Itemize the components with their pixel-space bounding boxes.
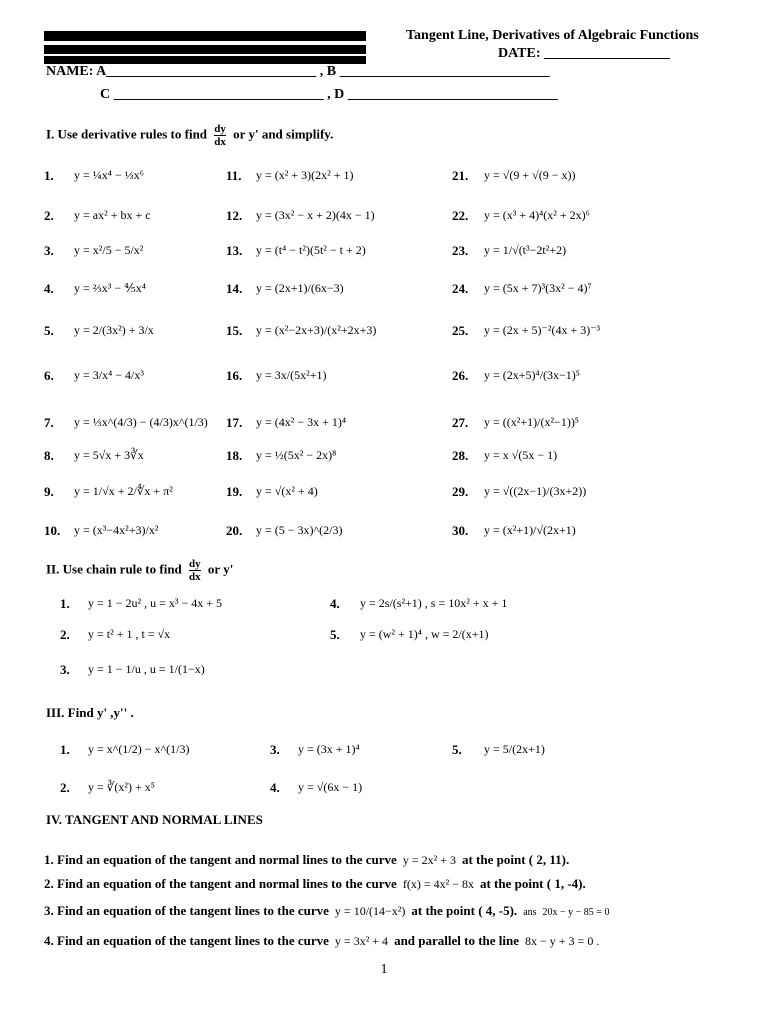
problem-number: 10. — [44, 523, 61, 538]
problem-equation: y = 1/√x + 2/∜x + π² — [74, 484, 173, 498]
problem-number: 8. — [44, 448, 54, 463]
second-derivative-equation: y = ∛(x²) + x⁵ — [88, 780, 155, 794]
chain-problem-number: 1. — [60, 596, 70, 611]
dx-denominator: dx — [214, 136, 226, 148]
problem-number: 1. — [44, 168, 54, 183]
problem-number: 28. — [452, 448, 469, 463]
problem-equation: y = (x²−2x+3)/(x²+2x+3) — [256, 323, 377, 337]
tangent-problem-text: 2. Find an equation of the tangent and normal lines to the curve — [44, 876, 397, 891]
section-1-heading: I. Use derivative rules to find $\frac{dy}{dx}$ or y' and simplify. — [46, 123, 334, 148]
problem-number: 25. — [452, 323, 469, 338]
problem-equation: y = (x²+1)/√(2x+1) — [484, 523, 576, 537]
problem-number: 30. — [452, 523, 469, 538]
name-line-a-b[interactable]: NAME: A______________________________ , B ______________________________ — [46, 64, 550, 79]
problem-number: 12. — [226, 208, 243, 223]
problem-equation: y = 1/√(t³−2t²+2) — [484, 243, 567, 257]
problem-number: 22. — [452, 208, 469, 223]
problem-equation: y = ⅔x³ − ⅘x⁴ — [74, 281, 146, 295]
page-number: 1 — [380, 962, 388, 977]
problem-number: 21. — [452, 168, 469, 183]
section-3-heading: III. Find y' ,y'' . — [46, 705, 134, 720]
chain-problem-number: 2. — [60, 627, 70, 642]
second-derivative-number: 5. — [452, 742, 462, 757]
problem-equation: y = (x³ + 4)⁴(x² + 2x)⁶ — [484, 208, 590, 222]
problem-equation: y = (2x+5)⁴/(3x−1)⁵ — [484, 368, 580, 382]
chain-problem-equation: y = 1 − 2u² , u = x³ − 4x + 5 — [88, 596, 223, 610]
second-derivative-equation: y = 5/(2x+1) — [484, 742, 545, 756]
problem-equation: y = x √(5x − 1) — [484, 448, 558, 462]
problem-number: 13. — [226, 243, 243, 258]
chain-problem-equation: y = (w² + 1)⁴ , w = 2/(x+1) — [360, 627, 489, 641]
section-4-heading: IV. TANGENT AND NORMAL LINES — [46, 812, 263, 827]
problem-number: 5. — [44, 323, 54, 338]
date-field[interactable]: DATE: __________________ — [498, 46, 671, 61]
chain-problem-number: 3. — [60, 662, 70, 677]
tangent-problem-point: at the point ( 2, 11). — [461, 852, 570, 867]
tangent-problem-curve: y = 2x² + 3 — [402, 853, 456, 867]
name-line-c-d[interactable]: C ______________________________ , D ______________________________ — [100, 87, 558, 102]
second-derivative-number: 2. — [60, 780, 70, 795]
problem-equation: y = √((2x−1)/(3x+2)) — [484, 484, 587, 498]
second-derivative-equation: y = x^(1/2) − x^(1/3) — [88, 742, 190, 756]
problem-number: 6. — [44, 368, 54, 383]
chain-problem-number: 4. — [330, 596, 340, 611]
problem-number: 3. — [44, 243, 54, 258]
problem-number: 18. — [226, 448, 243, 463]
problem-equation: y = x²/5 − 5/x² — [74, 243, 144, 257]
problem-equation: y = 3x/(5x²+1) — [256, 368, 327, 382]
problem-equation: y = (2x+1)/(6x−3) — [256, 281, 344, 295]
problem-number: 27. — [452, 415, 469, 430]
second-derivative-equation: y = √(6x − 1) — [298, 780, 363, 794]
tangent-problem-point: and parallel to the line — [394, 933, 520, 948]
tangent-problem-curve: y = 10/(14−x²) — [334, 904, 406, 918]
problem-number: 17. — [226, 415, 243, 430]
problem-number: 9. — [44, 484, 54, 499]
problem-equation: y = 2/(3x²) + 3/x — [74, 323, 154, 337]
problem-equation: y = √(9 + √(9 − x)) — [484, 168, 576, 182]
tangent-problem — [44, 852, 575, 868]
second-derivative-equation: y = (3x + 1)⁴ — [298, 742, 360, 756]
problem-number: 15. — [226, 323, 243, 338]
problem-number: 26. — [452, 368, 469, 383]
problem-equation: y = ⅓x^(4/3) − (4/3)x^(1/3) — [74, 415, 208, 429]
problem-number: 24. — [452, 281, 469, 296]
tangent-problem — [44, 876, 592, 892]
tangent-problem — [44, 903, 615, 919]
tangent-problem-point: at the point ( 1, -4). — [479, 876, 586, 891]
chain-problem-number: 5. — [330, 627, 340, 642]
problem-number: 7. — [44, 415, 54, 430]
problem-equation: y = (5 − 3x)^(2/3) — [256, 523, 343, 537]
problem-equation: y = (x² + 3)(2x² + 1) — [256, 168, 354, 182]
tangent-problem-curve: y = 3x² + 4 — [334, 934, 389, 948]
problem-number: 29. — [452, 484, 469, 499]
topic-title: Tangent Line, Derivatives of Algebraic Functions — [406, 28, 699, 43]
problem-equation: y = √(x² + 4) — [256, 484, 318, 498]
chain-problem-equation: y = 1 − 1/u , u = 1/(1−x) — [88, 662, 205, 676]
tangent-problem-curve: f(x) = 4x² − 8x — [402, 877, 474, 891]
problem-equation: y = (3x² − x + 2)(4x − 1) — [256, 208, 375, 222]
problem-equation: y = (x³−4x²+3)/x² — [74, 523, 159, 537]
answer-label: ans — [523, 907, 537, 918]
problem-number: 23. — [452, 243, 469, 258]
problem-equation: y = ½(5x² − 2x)⁸ — [256, 448, 337, 462]
problem-equation: y = 5√x + 3∛x — [74, 448, 144, 462]
second-derivative-number: 3. — [270, 742, 280, 757]
problem-number: 11. — [226, 168, 242, 183]
problem-number: 19. — [226, 484, 243, 499]
problem-equation: y = 3/x⁴ − 4/x³ — [74, 368, 144, 382]
problem-equation: y = ax² + bx + c — [74, 208, 151, 222]
problem-equation: y = (4x² − 3x + 1)⁴ — [256, 415, 347, 429]
section-2-heading: II. Use chain rule to find $\frac{dy}{dx}$ or y' — [46, 558, 234, 583]
problem-equation: y = (5x + 7)³(3x² − 4)⁷ — [484, 281, 592, 295]
tangent-problem-text: 1. Find an equation of the tangent and normal lines to the curve — [44, 852, 397, 867]
problem-number: 14. — [226, 281, 243, 296]
answer-value: 20x − y − 85 = 0 — [542, 907, 610, 918]
problem-number: 4. — [44, 281, 54, 296]
problem-equation: y = ((x²+1)/(x²−1))⁵ — [484, 415, 579, 429]
tangent-problem-point: at the point ( 4, -5). — [411, 903, 518, 918]
chain-problem-equation: y = t² + 1 , t = √x — [88, 627, 171, 641]
tangent-problem-text: 4. Find an equation of the tangent lines to the curve — [44, 933, 329, 948]
second-derivative-number: 1. — [60, 742, 70, 757]
problem-equation: y = (t⁴ − t²)(5t² − t + 2) — [256, 243, 366, 257]
problem-number: 20. — [226, 523, 243, 538]
second-derivative-number: 4. — [270, 780, 280, 795]
tangent-problem-line: 8x − y + 3 = 0 . — [525, 934, 600, 948]
chain-problem-equation: y = 2s/(s²+1) , s = 10x² + x + 1 — [360, 596, 508, 610]
problem-number: 16. — [226, 368, 243, 383]
tangent-problem-text: 3. Find an equation of the tangent lines to the curve — [44, 903, 329, 918]
problem-equation: y = ¼x⁴ − ⅓x⁶ — [74, 168, 144, 182]
tangent-problem — [44, 933, 605, 949]
problem-number: 2. — [44, 208, 54, 223]
problem-equation: y = (2x + 5)⁻²(4x + 3)⁻³ — [484, 323, 601, 337]
dy-numerator: dy — [214, 123, 226, 135]
